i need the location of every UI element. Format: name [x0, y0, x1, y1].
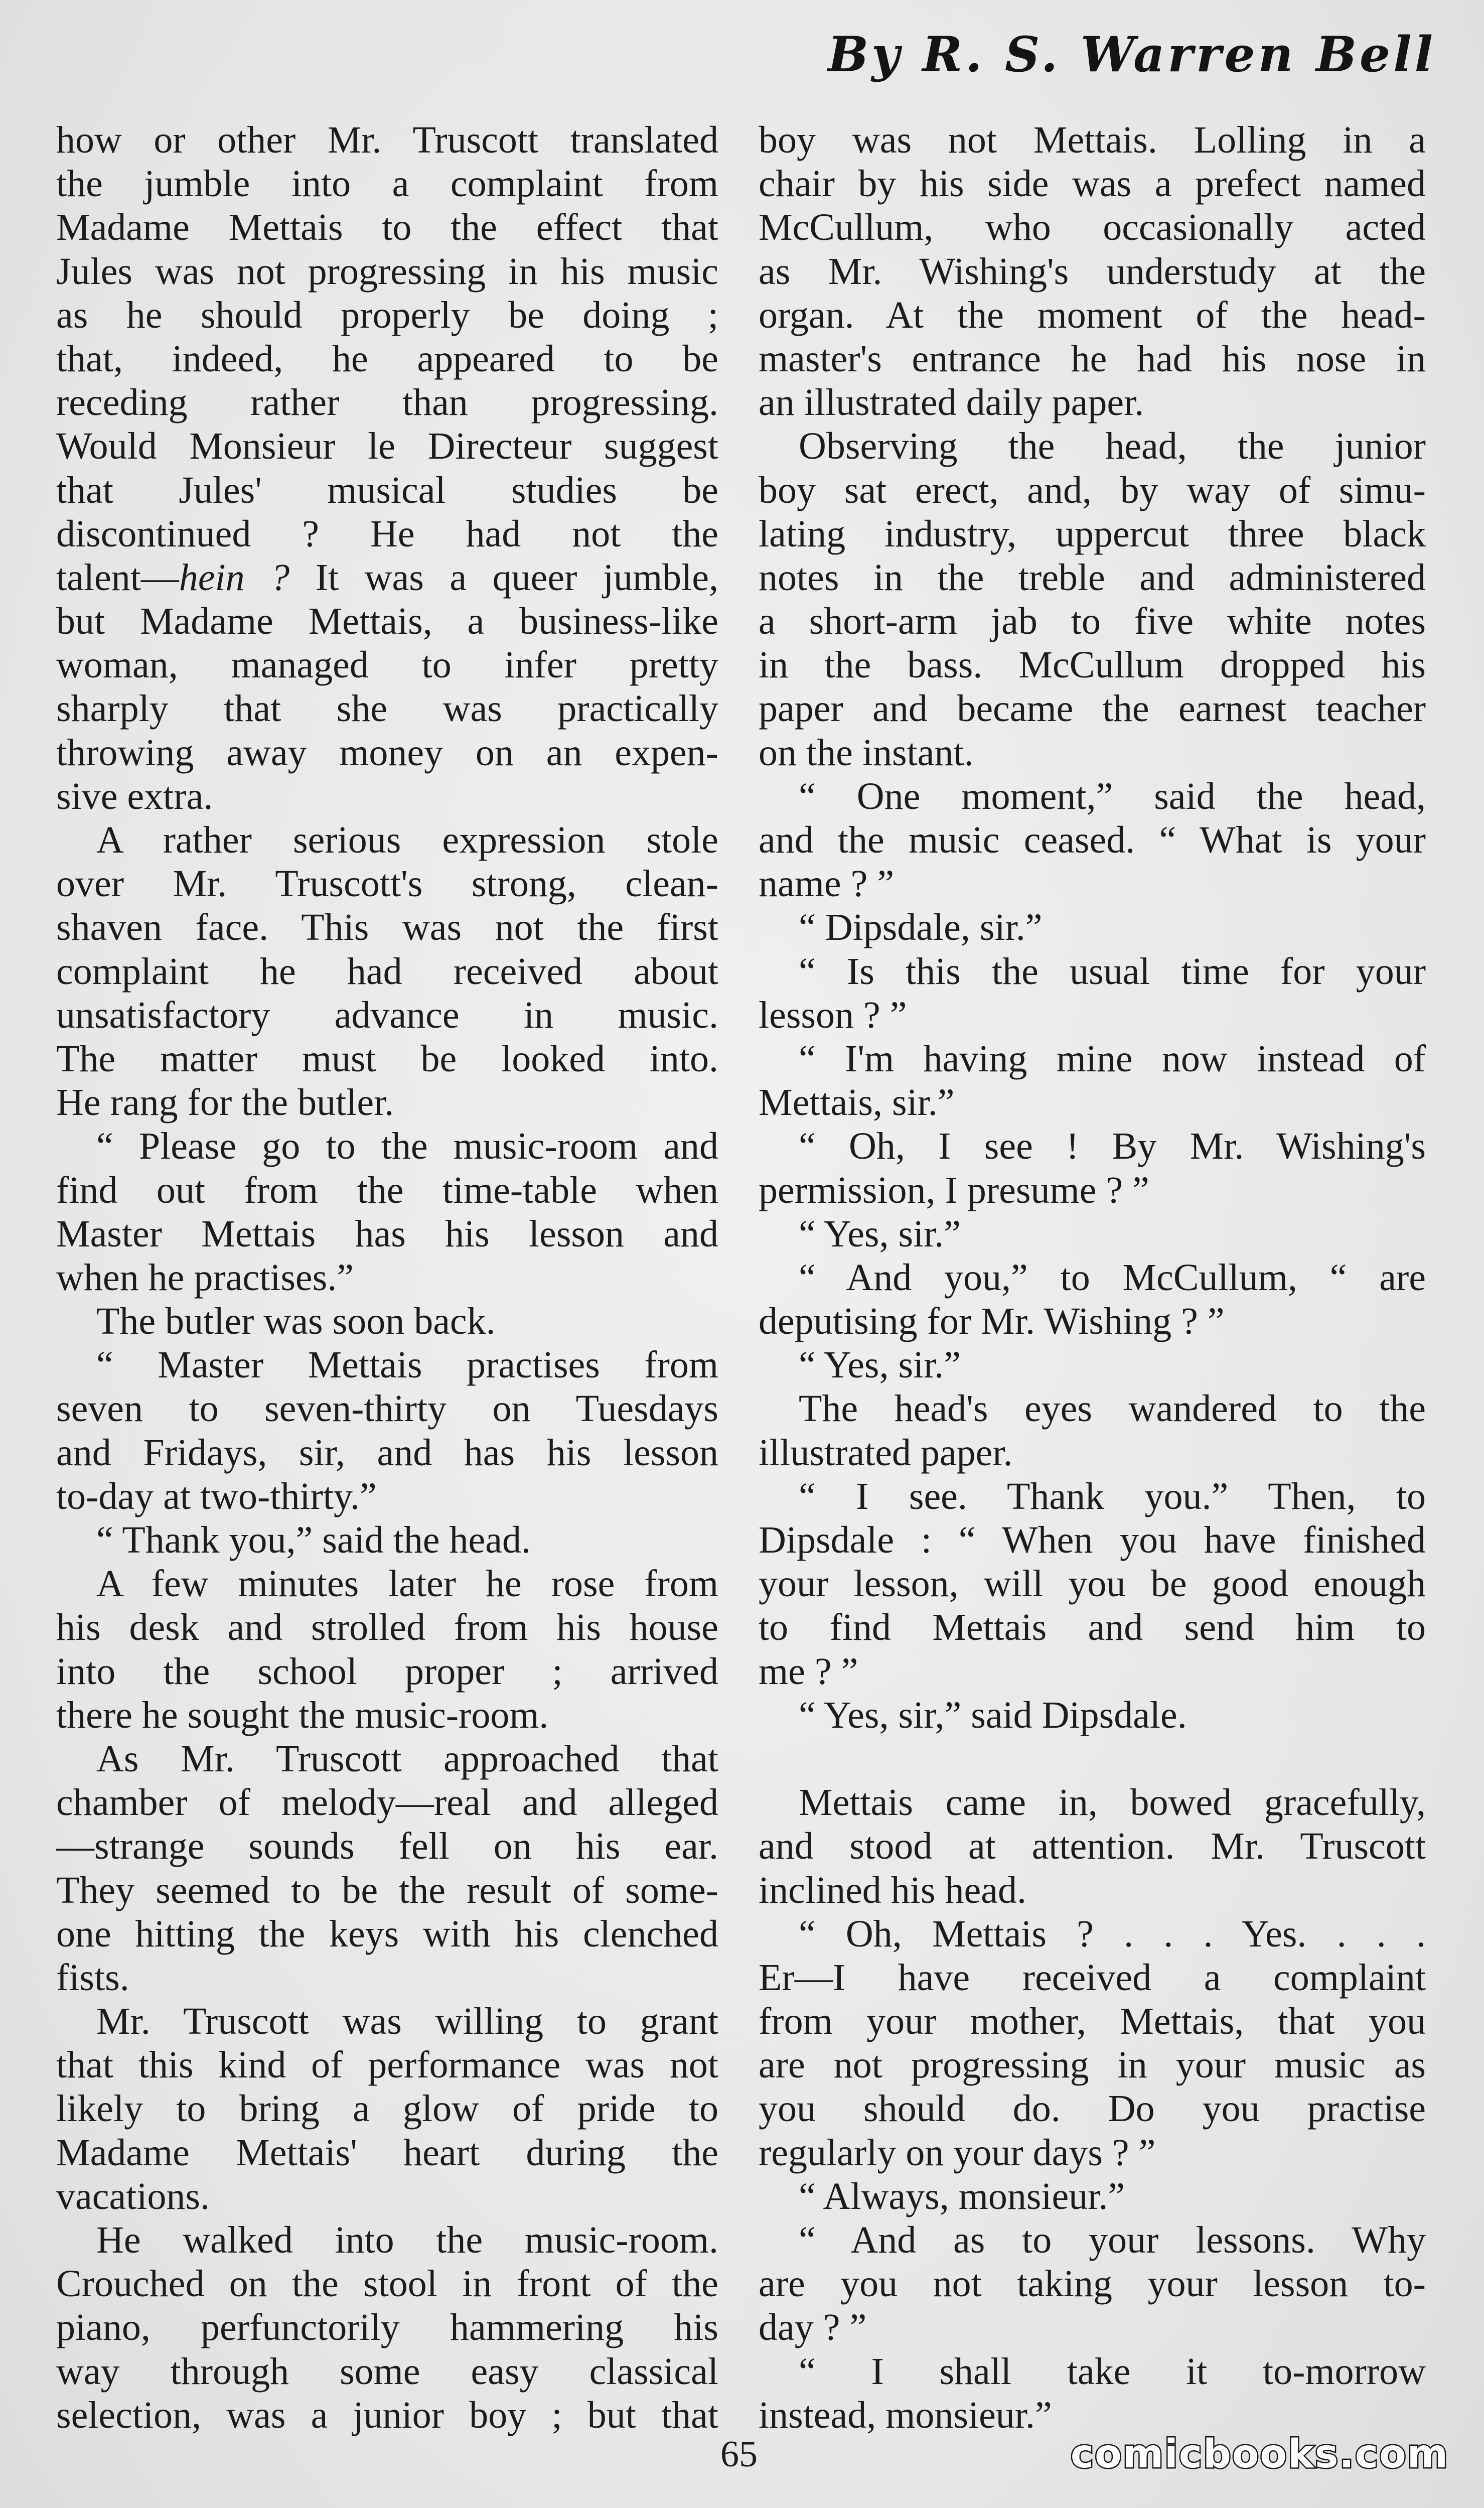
text-line: how or other Mr. Truscott translated: [56, 119, 718, 161]
text-line: lating industry, uppercut three black: [759, 512, 1426, 555]
text-line: your lesson, will you be good enough: [759, 1563, 1426, 1605]
text-line: “ Please go to the music-room and: [96, 1125, 718, 1168]
text-line: fists.: [56, 1956, 129, 1999]
text-line: day ? ”: [759, 2306, 867, 2349]
site-watermark: comicbooks.com: [1070, 2432, 1449, 2477]
text-line: in the bass. McCullum dropped his: [759, 644, 1426, 686]
text-line: talent—hein ? It was a queer jumble,: [56, 556, 718, 599]
text-line: Master Mettais has his lesson and: [56, 1212, 718, 1255]
text-line: “ Dipsdale, sir.”: [799, 906, 1043, 949]
text-line: A rather serious expression stole: [96, 819, 718, 861]
text-line: notes in the treble and administered: [759, 556, 1426, 599]
text-line: to find Mettais and send him to: [759, 1606, 1426, 1649]
page-number: 65: [720, 2434, 758, 2475]
text-line: way through some easy classical: [56, 2350, 718, 2393]
text-line: throwing away money on an expen-: [56, 731, 718, 774]
text-line: and Fridays, sir, and has his lesson: [56, 1431, 718, 1474]
italic-word: hein ?: [179, 556, 290, 599]
text-line: boy was not Mettais. Lolling in a: [759, 119, 1426, 161]
text-line: selection, was a junior boy ; but that: [56, 2394, 718, 2436]
text-line: unsatisfactory advance in music.: [56, 994, 718, 1036]
text-line: lesson ? ”: [759, 994, 907, 1036]
text-line: regularly on your days ? ”: [759, 2131, 1156, 2174]
text-line: name ? ”: [759, 863, 895, 905]
text-line: “ Thank you,” said the head.: [96, 1519, 531, 1561]
text-line: —strange sounds fell on his ear.: [56, 1825, 718, 1868]
text-line: chamber of melody—real and alleged: [56, 1781, 718, 1824]
text-line: paper and became the earnest teacher: [759, 687, 1426, 730]
text-line: that this kind of performance was not: [56, 2044, 718, 2086]
text-line: inclined his head.: [759, 1869, 1026, 1911]
text-line: deputising for Mr. Wishing ? ”: [759, 1300, 1225, 1343]
text-line: an illustrated daily paper.: [759, 381, 1144, 424]
text-line: Mettais came in, bowed gracefully,: [799, 1781, 1426, 1824]
text-line: “ Oh, Mettais ? . . . Yes. . . .: [799, 1912, 1426, 1955]
text-line: “ Yes, sir.”: [799, 1344, 961, 1386]
text-line: Er—I have received a complaint: [759, 1956, 1426, 1999]
text-line: sive extra.: [56, 775, 213, 817]
text-line: that Jules' musical studies be: [56, 469, 718, 511]
text-line: vacations.: [56, 2175, 210, 2217]
text-line: Crouched on the stool in front of the: [56, 2263, 718, 2305]
text-line: one hitting the keys with his clenched: [56, 1912, 718, 1955]
text-line: me ? ”: [759, 1650, 858, 1693]
text-line: on the instant.: [759, 731, 974, 774]
text-line: and stood at attention. Mr. Truscott: [759, 1825, 1426, 1868]
text-line: a short-arm jab to five white notes: [759, 600, 1426, 643]
text-line: “ Is this the usual time for your: [799, 950, 1426, 993]
text-line: shaven face. This was not the first: [56, 906, 718, 949]
text-line: “ I shall take it to-morrow: [799, 2350, 1426, 2393]
text-line: find out from the time-table when: [56, 1169, 718, 1211]
text-column-right: [759, 118, 1426, 2437]
text-line: over Mr. Truscott's strong, clean-: [56, 863, 718, 905]
text-line: seven to seven-thirty on Tuesdays: [56, 1387, 718, 1430]
text-line: likely to bring a glow of pride to: [56, 2087, 718, 2130]
text-line: permission, I presume ? ”: [759, 1169, 1149, 1211]
text-line: that, indeed, he appeared to be: [56, 337, 718, 380]
text-line: “ I see. Thank you.” Then, to: [799, 1475, 1426, 1517]
text-line: illustrated paper.: [759, 1431, 1013, 1474]
text-line: are not progressing in your music as: [759, 2044, 1426, 2086]
text-line: chair by his side was a prefect named: [759, 163, 1426, 205]
text-line: Madame Mettais to the effect that: [56, 206, 718, 249]
text-line: Observing the head, the junior: [799, 425, 1426, 468]
text-line: “ And you,” to McCullum, “ are: [799, 1256, 1426, 1299]
text-line: [759, 1737, 1426, 1781]
text-line: from your mother, Mettais, that you: [759, 2000, 1426, 2043]
text-column-left: [56, 118, 718, 2437]
text-line: piano, perfunctorily hammering his: [56, 2306, 718, 2349]
text-line: “ One moment,” said the head,: [799, 775, 1426, 817]
text-line: He rang for the butler.: [56, 1081, 394, 1124]
text-line: Mr. Truscott was willing to grant: [96, 2000, 718, 2043]
text-line: there he sought the music-room.: [56, 1694, 549, 1736]
text-line: are you not taking your lesson to-: [759, 2263, 1426, 2305]
text-line: The head's eyes wandered to the: [799, 1387, 1426, 1430]
text-line: They seemed to be the result of some-: [56, 1869, 718, 1911]
text-line: Mettais, sir.”: [759, 1081, 955, 1124]
text-line: Would Monsieur le Directeur suggest: [56, 425, 718, 468]
author-byline: By R. S. Warren Bell: [828, 26, 1436, 83]
text-line: but Madame Mettais, a business-like: [56, 600, 718, 643]
text-line: the jumble into a complaint from: [56, 163, 718, 205]
text-line: you should do. Do you practise: [759, 2087, 1426, 2130]
text-line: woman, managed to infer pretty: [56, 644, 718, 686]
text-line: Dipsdale : “ When you have finished: [759, 1519, 1426, 1561]
text-line: and the music ceased. “ What is your: [759, 819, 1426, 861]
text-line: his desk and strolled from his house: [56, 1606, 718, 1649]
text-line: As Mr. Truscott approached that: [96, 1737, 718, 1780]
text-line: instead, monsieur.”: [759, 2394, 1052, 2436]
text-line: He walked into the music-room.: [96, 2219, 718, 2261]
text-line: The matter must be looked into.: [56, 1037, 718, 1080]
text-line: into the school proper ; arrived: [56, 1650, 718, 1693]
text-line: Jules was not progressing in his music: [56, 250, 718, 293]
text-line: “ And as to your lessons. Why: [799, 2219, 1426, 2261]
text-line: “ Master Mettais practises from: [96, 1344, 718, 1386]
text-line: discontinued ? He had not the: [56, 512, 718, 555]
text-line: A few minutes later he rose from: [96, 1563, 718, 1605]
text-line: boy sat erect, and, by way of simu-: [759, 469, 1426, 511]
text-line: organ. At the moment of the head-: [759, 294, 1426, 336]
text-line: to-day at two-thirty.”: [56, 1475, 377, 1517]
text-line: master's entrance he had his nose in: [759, 337, 1426, 380]
text-line: complaint he had received about: [56, 950, 718, 993]
text-line: sharply that she was practically: [56, 687, 718, 730]
text-line: receding rather than progressing.: [56, 381, 718, 424]
text-line: when he practises.”: [56, 1256, 354, 1299]
text-line: as he should properly be doing ;: [56, 294, 718, 336]
text-line: “ Always, monsieur.”: [799, 2175, 1125, 2217]
text-line: “ I'm having mine now instead of: [799, 1037, 1426, 1080]
text-line: Madame Mettais' heart during the: [56, 2131, 718, 2174]
text-line: “ Yes, sir,” said Dipsdale.: [799, 1694, 1187, 1736]
text-line: as Mr. Wishing's understudy at the: [759, 250, 1426, 293]
text-line: McCullum, who occasionally acted: [759, 206, 1426, 249]
text-line: “ Yes, sir.”: [799, 1212, 961, 1255]
text-line: The butler was soon back.: [96, 1300, 496, 1343]
text-line: “ Oh, I see ! By Mr. Wishing's: [799, 1125, 1426, 1168]
